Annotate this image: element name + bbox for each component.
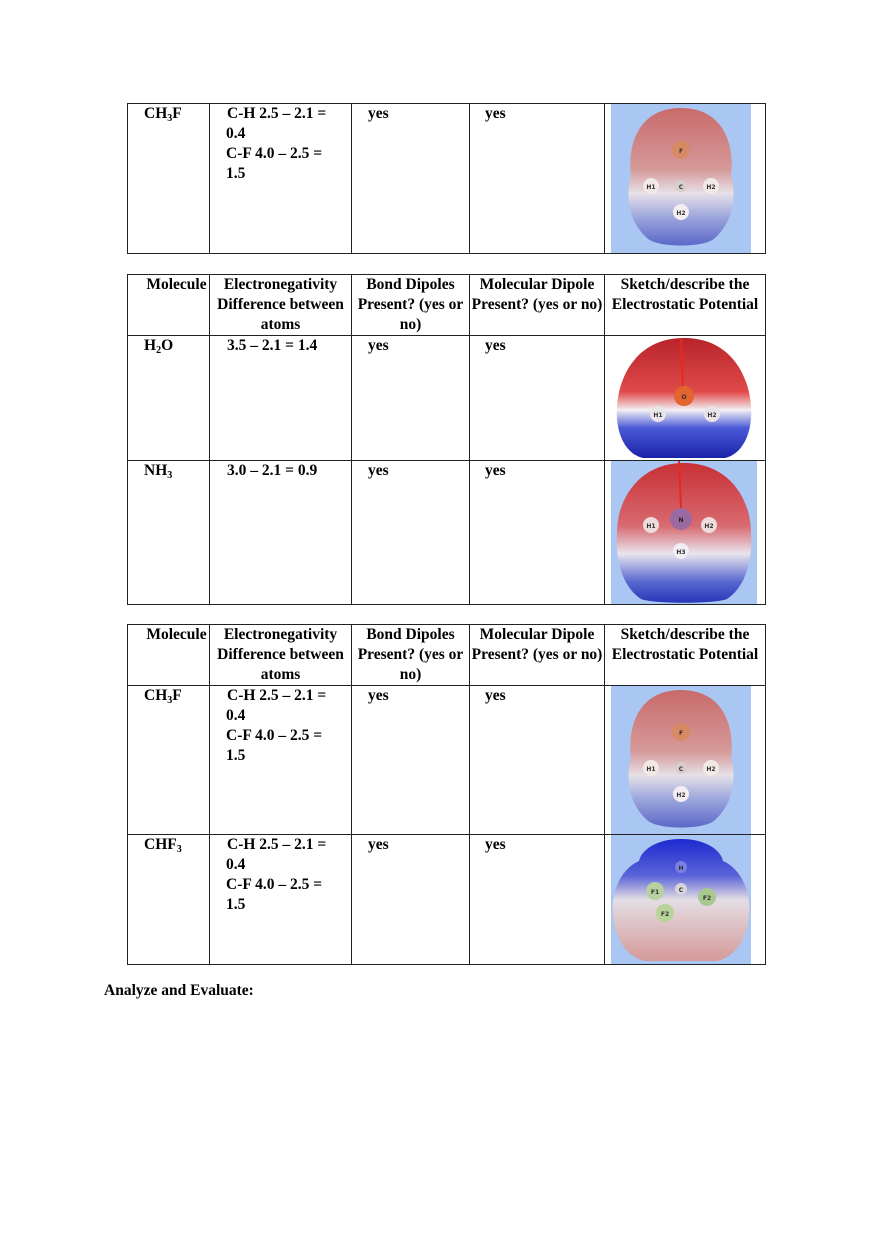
svg-text:F: F (678, 730, 684, 737)
ch3f-esp-image (611, 686, 751, 834)
svg-text:H1: H1 (653, 412, 663, 419)
molecule-cell: $H_2O$ (128, 336, 210, 461)
svg-text:H2: H2 (676, 792, 686, 799)
molecular-dipole-cell: yes (470, 104, 605, 254)
header-electronegativity: Electronegativity Difference between atoms (210, 275, 352, 336)
molecule-cell: $CH_3F$ (128, 104, 210, 254)
svg-text:H1: H1 (646, 523, 656, 530)
svg-text:H2: H2 (706, 766, 716, 773)
svg-text:C: C (678, 184, 684, 191)
molecular-dipole-cell: yes (470, 686, 605, 835)
nh3-esp-image (611, 461, 757, 604)
electronegativity-cell: C-H 2.5 – 2.1 = 0.4 C-F 4.0 – 2.5 = 1.5 (210, 686, 352, 835)
bond-dipoles-cell: yes (352, 336, 470, 461)
header-electronegativity: Electronegativity Difference between atoms (210, 625, 352, 686)
header-sketch: Sketch/describe the Electrostatic Potential (605, 625, 766, 686)
esp-image-cell (605, 336, 766, 461)
svg-text:F2: F2 (702, 895, 712, 902)
esp-image-cell (605, 104, 766, 254)
svg-text:H3: H3 (676, 549, 686, 556)
header-sketch: Sketch/describe the Electrostatic Potential (605, 275, 766, 336)
table-ch3f-chf3 (127, 624, 766, 965)
svg-text:H2: H2 (676, 210, 686, 217)
svg-text:N: N (678, 517, 684, 524)
svg-text:C: C (678, 887, 684, 894)
molecule-cell: $CHF_3$ (128, 835, 210, 965)
esp-image-cell (605, 686, 766, 835)
electronegativity-cell: C-H 2.5 – 2.1 = 0.4 C-F 4.0 – 2.5 = 1.5 (210, 835, 352, 965)
svg-text:H2: H2 (704, 523, 714, 530)
header-row (128, 625, 766, 686)
header-molecule: Molecule (128, 625, 210, 686)
electronegativity-cell: C-H 2.5 – 2.1 = 0.4 C-F 4.0 – 2.5 = 1.5 (210, 104, 352, 254)
table-continuation (127, 103, 766, 254)
svg-text:H1: H1 (646, 184, 656, 191)
header-molecule: Molecule (128, 275, 210, 336)
header-row (128, 275, 766, 336)
header-bond-dipoles: Bond Dipoles Present? (yes or no) (352, 625, 470, 686)
header-bond-dipoles: Bond Dipoles Present? (yes or no) (352, 275, 470, 336)
svg-text:C: C (678, 766, 684, 773)
svg-text:F2: F2 (660, 911, 670, 918)
svg-text:F: F (678, 148, 684, 155)
table-row (128, 104, 766, 254)
electronegativity-cell: 3.0 – 2.1 = 0.9 (210, 461, 352, 605)
table-row (128, 686, 766, 835)
svg-text:O: O (681, 394, 687, 401)
bond-dipoles-cell: yes (352, 461, 470, 605)
chf3-esp-image (611, 835, 751, 964)
bond-dipoles-cell: yes (352, 835, 470, 965)
svg-text:H1: H1 (646, 766, 656, 773)
molecule-cell: $NH_3$ (128, 461, 210, 605)
header-molecular-dipole: Molecular Dipole Present? (yes or no) (470, 275, 605, 336)
table-row (128, 461, 766, 605)
header-molecular-dipole: Molecular Dipole Present? (yes or no) (470, 625, 605, 686)
bond-dipoles-cell: yes (352, 104, 470, 254)
table-h2o-nh3 (127, 274, 766, 605)
svg-text:H2: H2 (707, 412, 717, 419)
table-row (128, 835, 766, 965)
electronegativity-cell: 3.5 – 2.1 = 1.4 (210, 336, 352, 461)
molecular-dipole-cell: yes (470, 835, 605, 965)
bond-dipoles-cell: yes (352, 686, 470, 835)
svg-text:H2: H2 (706, 184, 716, 191)
esp-image-cell (605, 461, 766, 605)
table-row (128, 336, 766, 461)
esp-image-cell (605, 835, 766, 965)
molecule-cell: $CH_3F$ (128, 686, 210, 835)
ch3f-esp-image (611, 104, 751, 253)
molecular-dipole-cell: yes (470, 461, 605, 605)
svg-text:H: H (678, 865, 684, 872)
svg-text:F1: F1 (650, 889, 660, 896)
h2o-esp-image (611, 336, 757, 460)
analyze-evaluate-heading: Analyze and Evaluate: (104, 982, 254, 999)
molecular-dipole-cell: yes (470, 336, 605, 461)
